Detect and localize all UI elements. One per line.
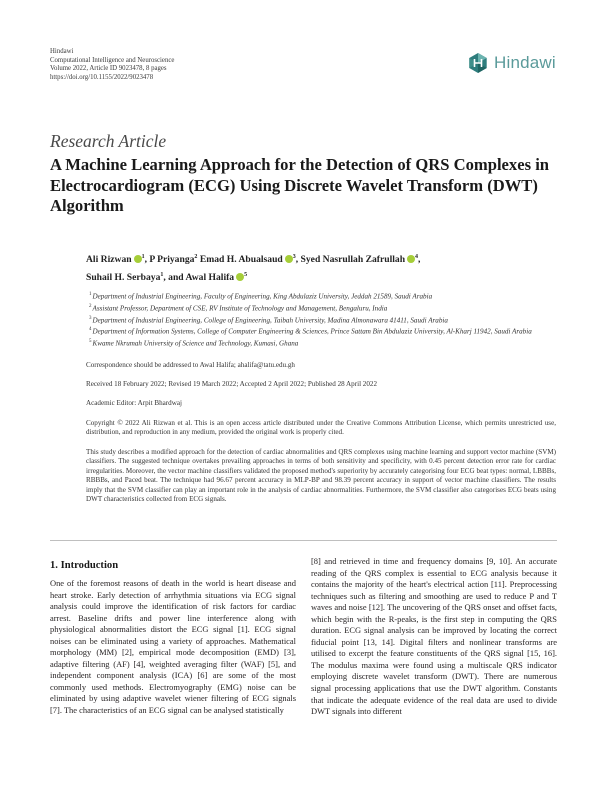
orcid-icon[interactable] xyxy=(236,273,244,281)
author-affiliation-number: 5 xyxy=(244,271,248,278)
affiliation-number: 5 xyxy=(89,339,92,345)
doi-link[interactable]: https://doi.org/10.1155/2022/9023478 xyxy=(50,73,154,81)
affiliation-text: Department of Industrial Engineering, Faculty of Engineering, King Abdulaziz University, Jeddah 21589, Saudi Arabia xyxy=(92,292,433,301)
author xyxy=(200,254,301,265)
copyright-notice: Copyright © 2022 Ali Rizwan et al. This is an open access article distributed under the Creative Commons Attribution License, which permits unrestricted use, distribution, and reproduction in any medium, provided the original work is properly cited. xyxy=(86,419,556,437)
author xyxy=(149,254,199,265)
affiliation-list xyxy=(86,290,556,349)
article-type: Research Article xyxy=(50,131,167,151)
affiliation-number: 1 xyxy=(89,292,92,297)
author xyxy=(86,254,149,265)
author-name: Emad H. Abualsaud xyxy=(199,254,283,266)
orcid-icon[interactable] xyxy=(134,255,142,263)
affiliation-text: Department of Industrial Engineering, College of Engineering, Taibah University, Madina Almonawara 41411, Saudi Arabia xyxy=(92,315,448,324)
author xyxy=(86,272,168,283)
publisher-name: Hindawi xyxy=(50,48,74,55)
author-affiliation-number: 1 xyxy=(160,271,164,278)
orcid-icon[interactable] xyxy=(285,255,293,263)
affiliation-text: Kwame Nkrumah University of Science and Technology, Kumasi, Ghana xyxy=(92,339,299,348)
hindawi-logo xyxy=(467,50,557,76)
affiliation xyxy=(86,314,556,326)
volume-info: Volume 2022, Article ID 9023478, 8 pages xyxy=(50,65,167,73)
affiliation-text: Department of Information Systems, College of Computer Engineering & Sciences, Prince Sattam Bin Abdulaziz University, Al-Kharj 11942, Saudi Arabia xyxy=(92,327,532,336)
orcid-icon[interactable] xyxy=(407,255,415,263)
hindawi-logo-icon xyxy=(467,52,489,74)
author-name: Suhail H. Serbaya xyxy=(86,271,161,283)
author-separator: , xyxy=(163,271,169,283)
section-divider xyxy=(50,540,557,541)
affiliation-number: 2 xyxy=(89,303,92,309)
affiliation xyxy=(86,325,556,337)
author-name: Syed Nasrullah Zafrullah xyxy=(300,254,406,266)
article-dates: Received 18 February 2022; Revised 19 March 2022; Accepted 2 April 2022; Published 28 April 2022 xyxy=(86,380,377,388)
author-affiliation-number: 4 xyxy=(415,254,419,260)
correspondence: Correspondence should be addressed to Awal Halifa; ahalifa@tatu.edu.gh xyxy=(86,361,295,369)
abstract: This study describes a modified approach for the detection of cardiac abnormalities and QRS complexes using machine learning and support vector machine (SVM) classifiers. The suggested technique overtakes prevailing approaches in terms of both sensitivity and specificity, with 0.45 percent detection error rate for cardiac irregularities. Moreover, the vector machine classifiers validated the proposed method's superiority by accurately categorising four ECG beat types: normal, LBBBs, RBBBs, and Paced beat. The technique had 96.67 percent accuracy in MLP-BP and 98.39 percent accuracy in support of vector machine classifiers. The results imply that the SVM classifier can play an important role in the analysis of cardiac abnormalities. Furthermore, the SVM classifier also categorises ECG beats using DWT characteristics collected from ECG signals. xyxy=(86,448,556,504)
affiliation-number: 3 xyxy=(89,315,92,321)
affiliation-number: 4 xyxy=(89,327,92,333)
author-affiliation-number: 3 xyxy=(292,254,296,260)
author-affiliation-number: 1 xyxy=(141,254,145,260)
author-separator: , xyxy=(144,254,150,266)
author-name: Ali Rizwan xyxy=(86,254,132,266)
article-title: A Machine Learning Approach for the Detection of QRS Complexes in Electrocardiogram (ECG) Using Discrete Wavelet Transform (DWT) Algorithm xyxy=(50,155,550,215)
logo-wordmark: Hindawi xyxy=(494,53,556,72)
journal-name: Computational Intelligence and Neuroscience xyxy=(50,56,175,64)
affiliation xyxy=(86,302,556,314)
body-column-left: One of the foremost reasons of death in the world is heart disease and heart stroke. Early detection of arrhythmia situations via ECG signal analysis could improve the identification of risk factors for cardiac arrest. Baseline drifts and power line interference along with physiological abnormalities distort the ECG signal [1]. ECG signal noises can be eliminated using a variety of approaches. Mathematical morphology (MM) [2], empirical mode decomposition (EMD) [3], adaptive filtering (AF) [4], weighted averaging filter (WAF) [5], and independent component analysis (ICA) [6] are some of the most commonly used methods. Electromyography (EMG) noise can be eliminated by using adaptive wavelet wiener filtering of ECG signals [7]. The characteristics of an ECG signal can be analysed statistically xyxy=(50,578,296,716)
author-separator: , xyxy=(295,254,301,266)
author-name: P Priyanga xyxy=(149,254,195,266)
affiliation xyxy=(86,290,556,302)
journal-meta xyxy=(50,48,174,82)
author xyxy=(301,254,421,265)
author-list xyxy=(86,250,546,285)
author-affiliation-number: 2 xyxy=(194,254,198,260)
affiliation xyxy=(86,337,556,349)
author-separator: , xyxy=(418,254,421,266)
body-column-right: [8] and retrieved in time and frequency domains [9, 10]. An accurate reading of the QRS complex is essential to ECG analysis because it contains the majority of the heart's electrical action [11]. Preprocessing techniques such as filtering and smoothing are used to reduce P and T waves and noise [12]. The uncovering of the QRS onset and offset facts, which begin with the R-peaks, is the first step in computing the QRS duration. ECG signal analysis can be improved by locating the correct fiducial point [13, 14]. Digital filters and nonlinear transforms are utilised to excerpt the feature constituents of the QRS signal [15, 16]. The modulus maxima were found using a multiscale QRS indicator employing discrete wavelet transform (DWT). There are numerous signal processing applications that use the DWT algorithm. Constants that indicate the adequate evidence of the real data are used to divide DWT signals into different xyxy=(311,556,557,717)
affiliation-text: Assistant Professor, Department of CSE, RV Institute of Technology and Management, Bengaluru, India xyxy=(92,304,388,313)
author xyxy=(168,272,247,283)
academic-editor: Academic Editor: Arpit Bhardwaj xyxy=(86,399,182,407)
section-heading: 1. Introduction xyxy=(50,560,119,571)
author-name: and Awal Halifa xyxy=(168,271,235,283)
